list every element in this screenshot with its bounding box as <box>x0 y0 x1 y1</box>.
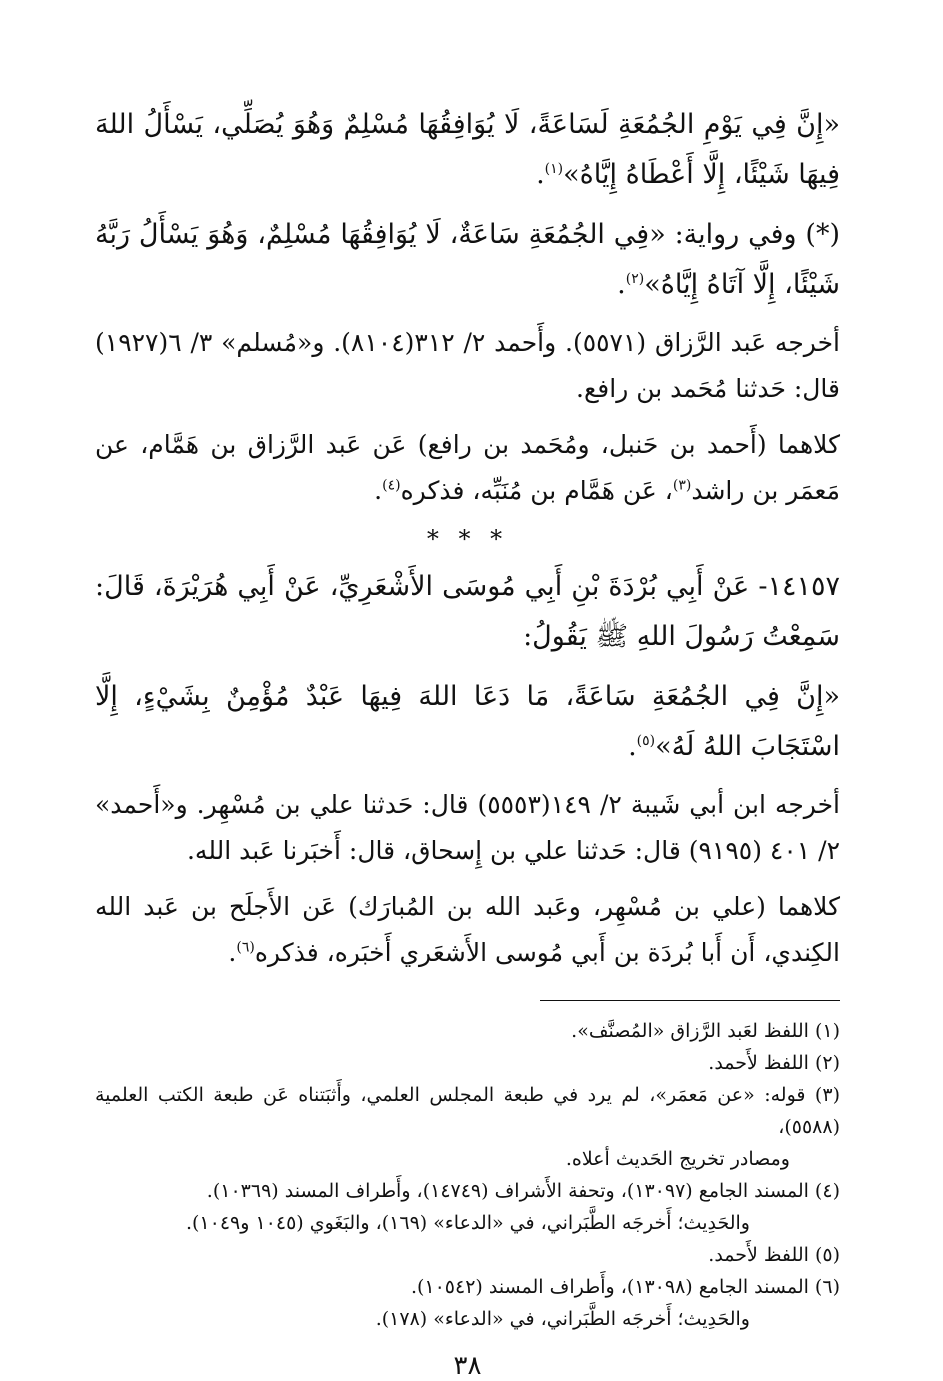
footnote-line: (٣) قوله: «عن مَعمَر»، لم يرد في طبعة المجلس العلمي، وأَثبَتناه عَن طبعة الكتب العلمية (٥٥٨٨)، <box>95 1084 840 1138</box>
footnote-line: والحَدِيث؛ أَخرجَه الطَّبَراني، في «الدعاء» (١٧٨). <box>375 1308 750 1330</box>
footnote-ref-3: (٣) <box>672 477 692 494</box>
isnad-2-body: كلاهما (علي بن مُسْهِر، وعَبد الله بن المُبارَك) عَن الأَجلَح بن عَبد الله الكِندي، أَن أَبا بُردَة بن أَبي مُوسى الأَشعَري أَخبَره، فذكره <box>95 892 840 967</box>
footnote-ref-5: (٥) <box>636 733 656 749</box>
footnote-line: (٥) اللفظ لأَحمد. <box>708 1244 840 1266</box>
page-number: ٣٨ <box>453 1351 482 1381</box>
footnote-line: (٢) اللفظ لأَحمد. <box>708 1052 840 1074</box>
takhrij-1: أخرجه عَبد الرَّزاق (٥٥٧١). وأَحمد ٢/ ٣١٢(٨١٠٤). و«مُسلم» ٣/ ٦(١٩٢٧) قال: حَدثنا مُحَمد بن رافع. <box>95 328 840 403</box>
footnote-line: (٦) المسند الجامع (١٣٠٩٨)، وأَطراف المسند (١٠٥٤٢). <box>410 1276 840 1298</box>
main-text <box>95 100 840 976</box>
page <box>95 100 840 1381</box>
footnote-ref-6: (٦) <box>236 939 255 956</box>
footnote-ref-4: (٤) <box>382 477 401 494</box>
takhrij-2: أخرجه ابن أبي شَيبة ٢/ ١٤٩(٥٥٥٣) قال: حَدثنا علي بن مُسْهِر. و«أَحمد» ٢/ ٤٠١ (٩١٩٥) قال: حَدثنا علي بن إِسحاق، قال: أَخبَرنا عَبد الله. <box>95 790 840 865</box>
footnote-rule <box>540 1000 840 1001</box>
hadith-heading-14157: ١٤١٥٧- عَنْ أَبِي بُرْدَةَ بْنِ أَبِي مُوسَى الأَشْعَرِيِّ، عَنْ أَبِي هُرَيْرَةَ، قَالَ: سَمِعْتُ رَسُولَ اللهِ ﷺ يَقُولُ: <box>95 571 840 652</box>
isnad-1-part-a: كلاهما (أَحمد بن حَنبل، ومُحَمد بن رافع) عَن عَبد الرَّزاق بن هَمَّام، عن مَعمَر بن راشد <box>95 430 840 505</box>
hadith-text-2-body: «إِنَّ فِي الجُمُعَةِ سَاعَةً، مَا دَعَا اللهَ فِيهَا عَبْدٌ مُؤْمِنٌ بِشَيْءٍ، إِلَّا اسْتَجَابَ اللهُ لَهُ» <box>95 681 840 762</box>
hadith-text-1-body: «إِنَّ فِي يَوْمِ الجُمُعَةِ لَسَاعَةً، لَا يُوَافِقُهَا مُسْلِمٌ وَهُوَ يُصَلِّي، يَسْأَلُ اللهَ فِيهَا شَيْئًا، إِلَّا أَعْطَاهُ إِيَّاهُ» <box>95 109 840 190</box>
hadith-text-1: «إِنَّ فِي يَوْمِ الجُمُعَةِ لَسَاعَةً، لَا يُوَافِقُهَا مُسْلِمٌ وَهُوَ يُصَلِّي، يَسْأَلُ اللهَ فِيهَا شَيْئًا، إِلَّا أَعْطَاهُ إِيَّاهُ»$^{(١)}$. <box>95 109 840 190</box>
isnad-1: كلاهما (أَحمد بن حَنبل، ومُحَمد بن رافع) عَن عَبد الرَّزاق بن هَمَّام، عن مَعمَر بن راشد$^{(٣)}$، عَن هَمَّام بن مُنَبِّه، فذكره$^{(٤)}$. <box>95 430 840 505</box>
footnote-line: ومصادر تخريج الحَديث أعلاه. <box>565 1148 790 1170</box>
isnad-2: كلاهما (علي بن مُسْهِر، وعَبد الله بن المُبارَك) عَن الأَجلَح بن عَبد الله الكِندي، أَن أَبا بُردَة بن أَبي مُوسى الأَشعَري أَخبَره، فذكره$^{(٦)}$. <box>95 892 840 967</box>
footnote-line: (٤) المسند الجامع (١٣٠٩٧)، وتحفة الأَشراف (١٤٧٤٩)، وأَطراف المسند (١٠٣٦٩). <box>206 1180 840 1202</box>
footnote-ref-1: (١) <box>544 161 564 177</box>
hadith-text-2: «إِنَّ فِي الجُمُعَةِ سَاعَةً، مَا دَعَا اللهَ فِيهَا عَبْدٌ مُؤْمِنٌ بِشَيْءٍ، إِلَّا اسْتَجَابَ اللهُ لَهُ»$^{(٥)}$. <box>95 681 840 762</box>
footnote-ref-2: (٢) <box>625 271 645 287</box>
footnote-line: والحَدِيث؛ أَخرجَه الطَّبَراني، في «الدعاء» (١٦٩)، والبَغَوي (١٠٤٥ و١٠٤٩). <box>185 1212 750 1234</box>
isnad-1-part-b: ، عَن هَمَّام بن مُنَبِّه، فذكره <box>400 476 673 505</box>
footnote-line: (١) اللفظ لعَبد الرَّزاق «المُصنَّف». <box>571 1020 840 1042</box>
section-separator: * * * <box>426 525 509 553</box>
footnotes <box>95 1015 840 1335</box>
variant-narration: (*) وفي رواية: «فِي الجُمُعَةِ سَاعَةٌ، لَا يُوَافِقُهَا مُسْلِمٌ، وَهُوَ يَسْأَلُ رَبَّهُ شَيْئًا، إِلَّا آتَاهُ إِيَّاهُ»$^{(٢)}$. <box>95 219 840 300</box>
variant-narration-body: (*) وفي رواية: «فِي الجُمُعَةِ سَاعَةٌ، لَا يُوَافِقُهَا مُسْلِمٌ، وَهُوَ يَسْأَلُ رَبَّهُ شَيْئًا، إِلَّا آتَاهُ إِيَّاهُ» <box>95 219 840 300</box>
